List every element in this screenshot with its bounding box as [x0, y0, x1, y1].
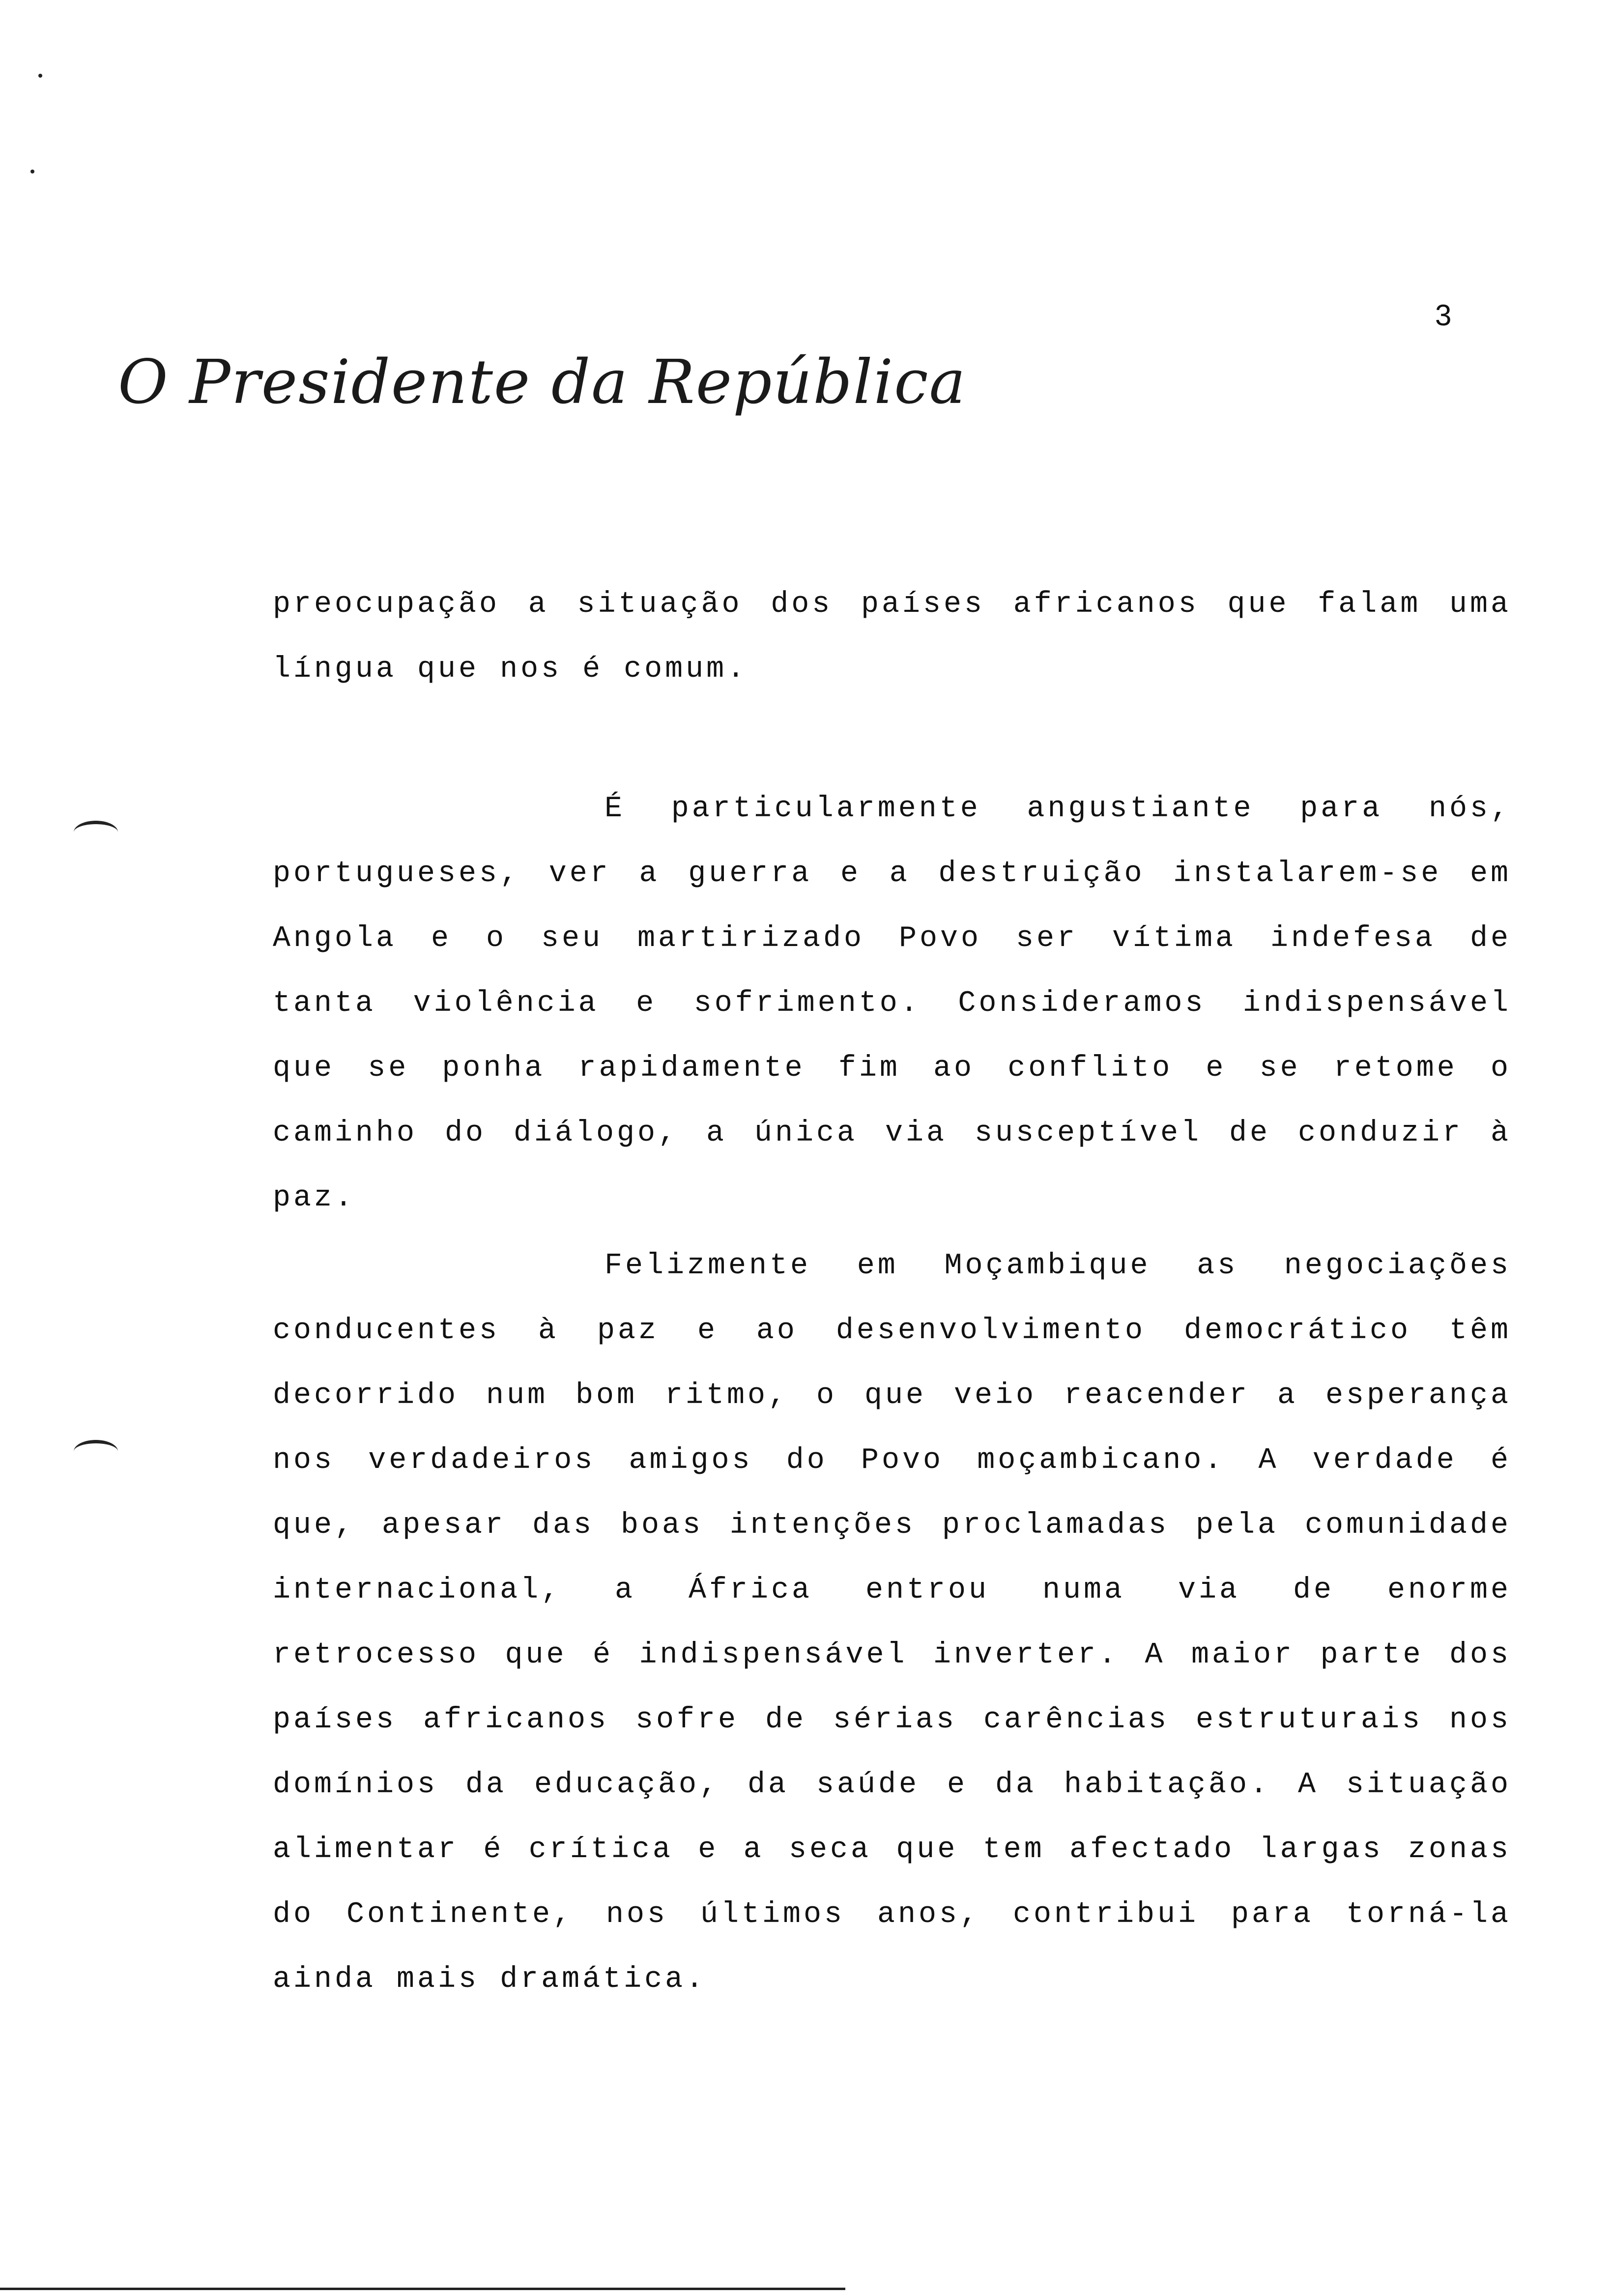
paragraph-angola: É particularmente angustiante para nós, portugueses, ver a guerra e a destruição instalarem-se em Angola e o seu martirizado Povo ser vítima indefesa de tanta violência e sofrimento. Consideramos indispensável que se ponha rapidamente fim ao conflito e se retome o caminho do diálogo, a única via susceptível de conduzir à paz.: [273, 792, 1511, 1215]
page-number: 3: [1435, 299, 1452, 332]
margin-mark: [74, 1440, 118, 1463]
letterhead-script-title: O Presidente da República: [118, 347, 967, 418]
scan-speck-top: [38, 74, 42, 78]
scan-speck-upper: [30, 170, 34, 173]
bottom-scan-edge: [0, 2288, 845, 2290]
paragraph-mozambique-africa: Felizmente em Moçambique as negociações conducentes à paz e ao desenvolvimento democrático têm decorrido num bom ritmo, o que veio reacender a esperança nos verdadeiros amigos do Povo moçambicano. A verdade é que, apesar das boas intenções proclamadas pela comunidade internacional, a África entrou numa via de enorme retrocesso que é indispensável inverter. A maior parte dos países africanos sofre de sérias carências estruturais nos domínios da educação, da saúde e da habitação. A situação alimentar é crítica e a seca que tem afectado largas zonas do Continente, nos últimos anos, contribui para torná-la ainda mais dramática.: [273, 1249, 1511, 1996]
paragraph-continuation: preocupação a situação dos países africanos que falam uma língua que nos é comum.: [273, 588, 1511, 686]
margin-mark: [74, 821, 118, 844]
